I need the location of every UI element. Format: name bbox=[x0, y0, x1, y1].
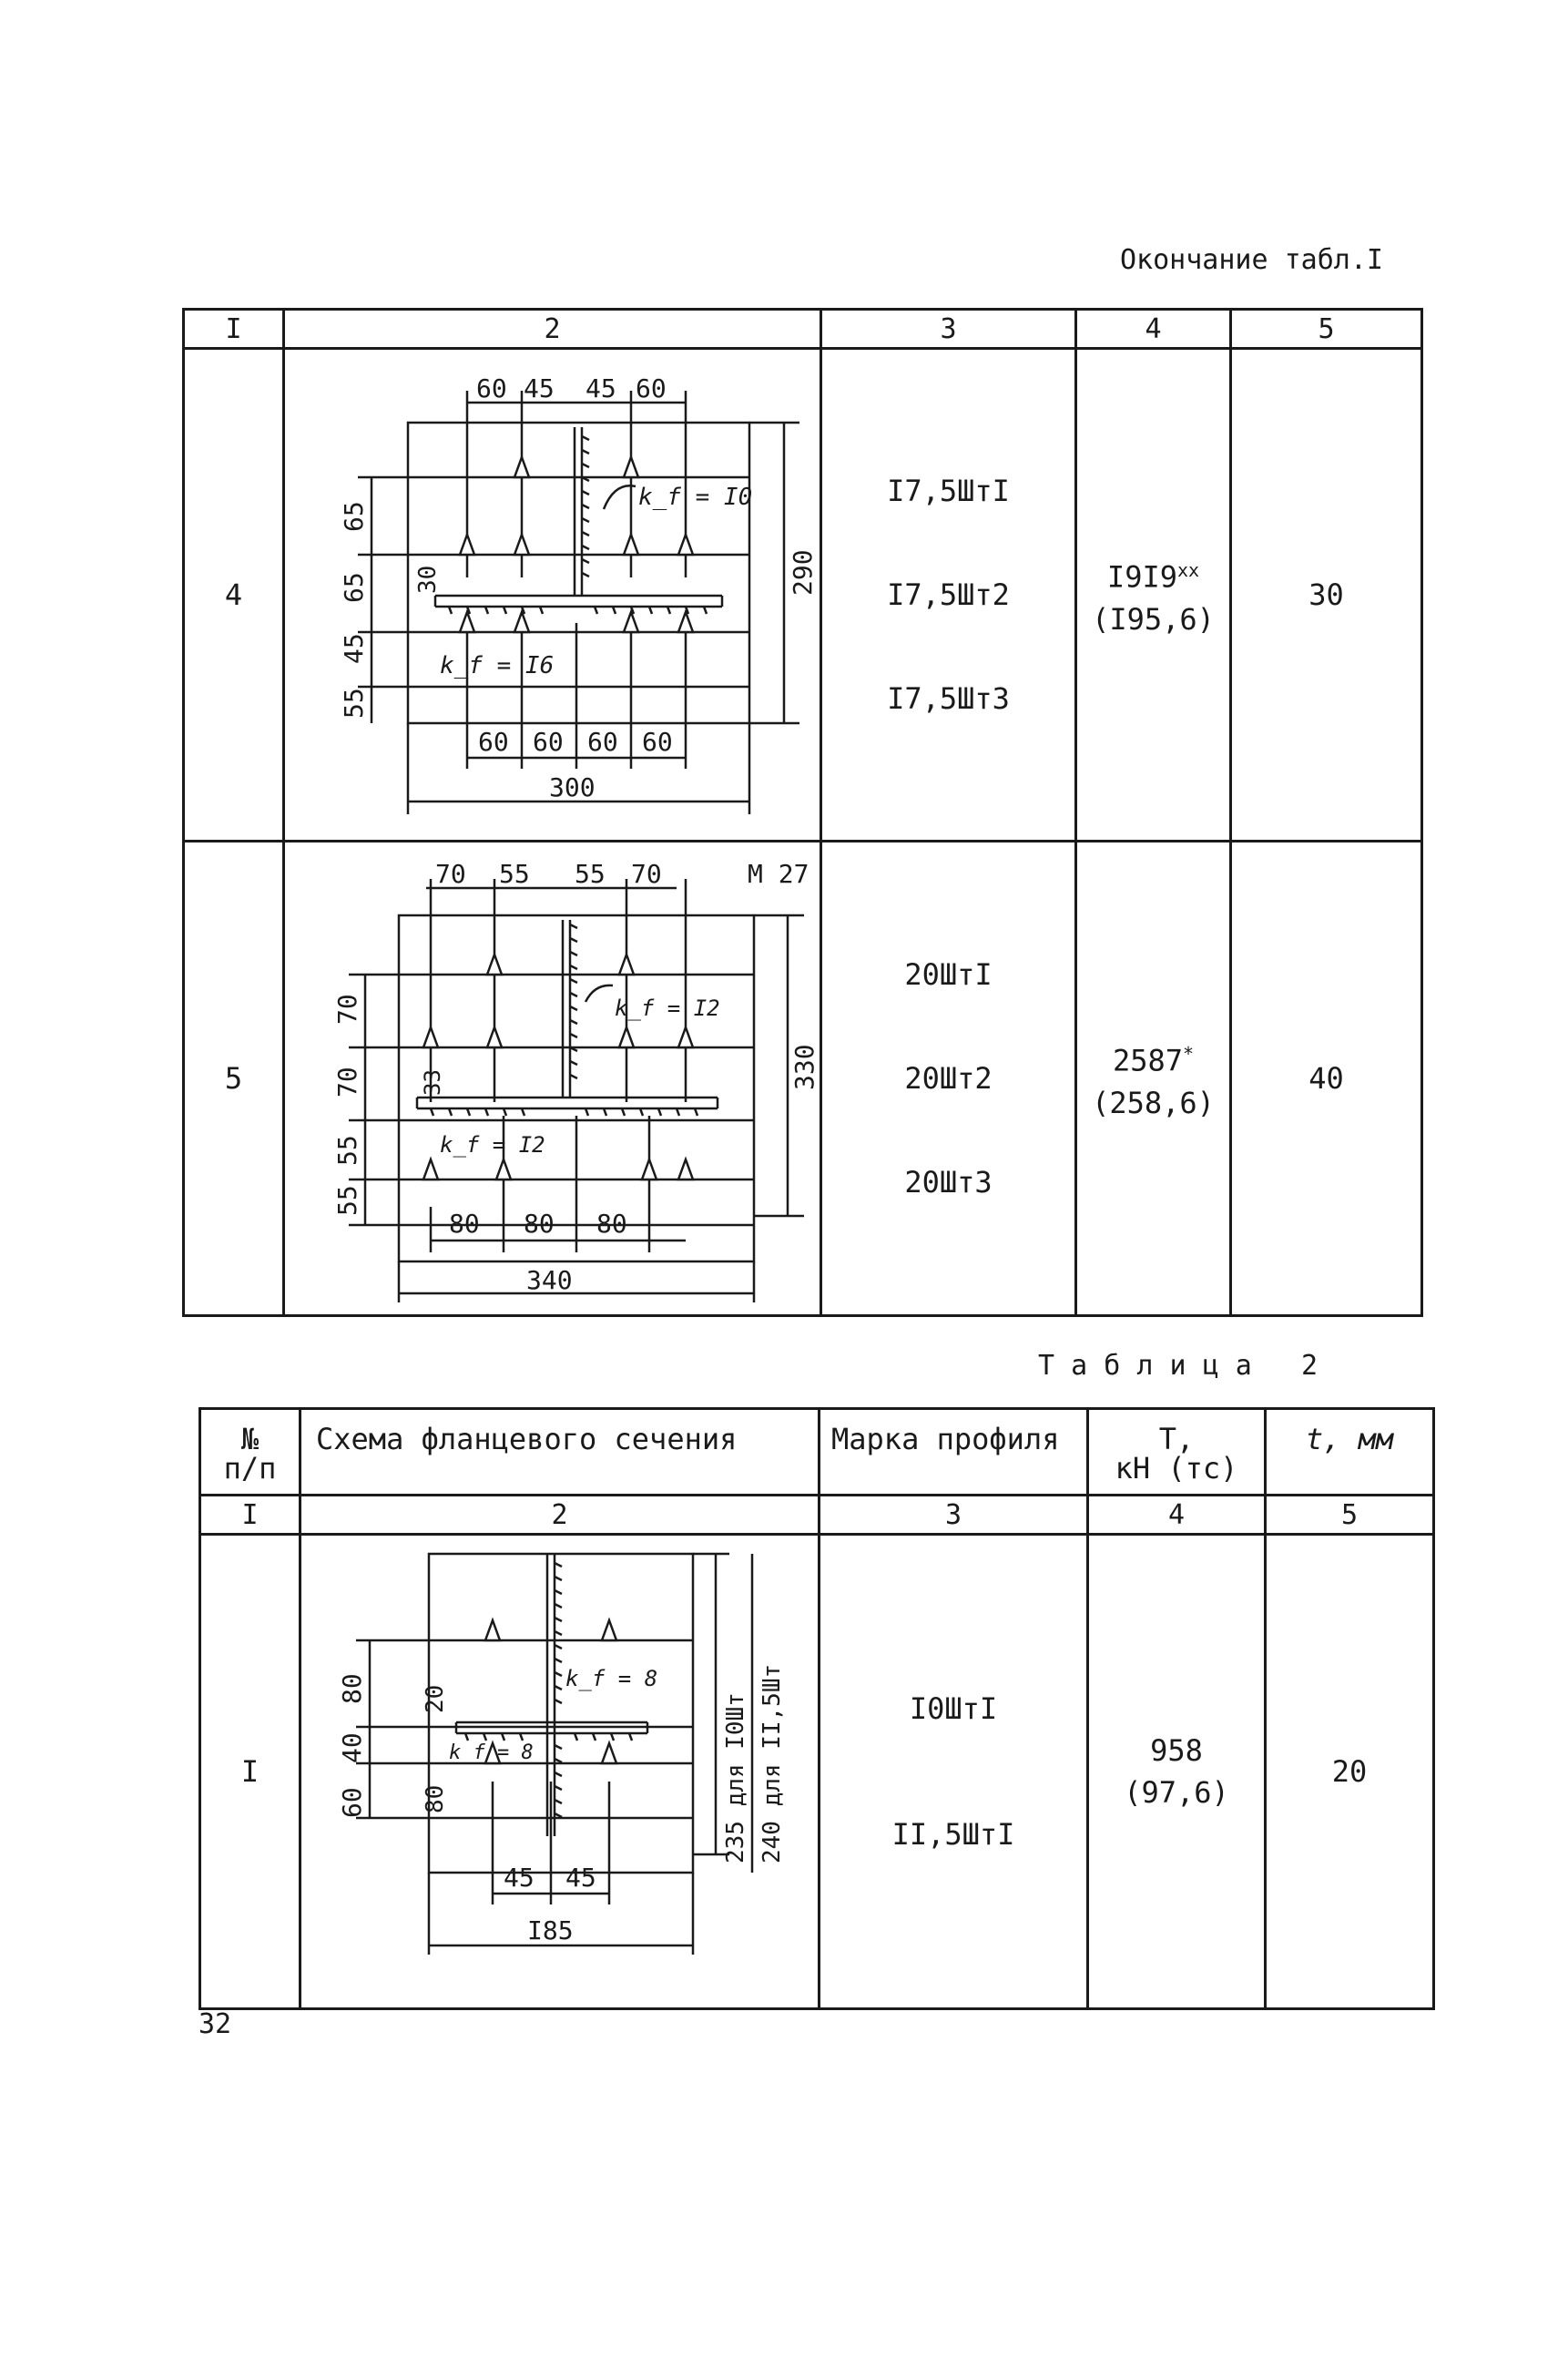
header-profile: Марка профиля bbox=[820, 1409, 1088, 1496]
col-number: 2 bbox=[300, 1496, 820, 1535]
dim-top: 60 bbox=[476, 373, 507, 403]
table2-number-row bbox=[200, 1496, 1434, 1535]
dim-left: 65 bbox=[339, 501, 369, 532]
flange-scheme-drawing bbox=[301, 1536, 820, 2000]
profile-cell bbox=[821, 349, 1076, 842]
dim-left: 70 bbox=[332, 994, 362, 1025]
profile-cell bbox=[820, 1535, 1088, 2009]
dim-top: 70 bbox=[631, 859, 662, 889]
table1 bbox=[182, 308, 1423, 1317]
table-row bbox=[200, 1535, 1434, 2009]
flange-scheme-drawing bbox=[285, 842, 822, 1307]
profile-mark: I7,5Шт2 bbox=[887, 577, 1010, 612]
force-tc-value: (97,6) bbox=[1124, 1775, 1229, 1810]
flange-scheme-drawing bbox=[285, 350, 822, 832]
dim-bottom: 60 bbox=[533, 727, 564, 757]
force-value: 958 bbox=[1150, 1733, 1203, 1768]
header-number: № п/п bbox=[200, 1409, 300, 1496]
force-value: 2587 bbox=[1112, 1043, 1183, 1078]
scheme-cell bbox=[284, 349, 821, 842]
dim-left: 40 bbox=[337, 1732, 367, 1763]
col-number: 4 bbox=[1076, 310, 1231, 349]
force-cell bbox=[1076, 349, 1231, 842]
col-number: 3 bbox=[820, 1496, 1088, 1535]
col-number: 3 bbox=[821, 310, 1076, 349]
dim-inner: 33 bbox=[420, 1069, 445, 1096]
row-index: I bbox=[200, 1535, 300, 2009]
page-number: 32 bbox=[199, 2008, 232, 2040]
dim-total-width: I85 bbox=[527, 1915, 574, 1945]
col-number: 2 bbox=[284, 310, 821, 349]
row-index: 5 bbox=[184, 842, 284, 1316]
dim-bottom: 60 bbox=[642, 727, 673, 757]
footnote-mark: xx bbox=[1176, 559, 1200, 582]
dim-top: 55 bbox=[499, 859, 530, 889]
dim-left: 65 bbox=[339, 572, 369, 603]
dim-left: 70 bbox=[332, 1067, 362, 1098]
profile-cell bbox=[821, 842, 1076, 1316]
scheme-cell bbox=[300, 1535, 820, 2009]
dim-top: 45 bbox=[585, 373, 616, 403]
dim-bottom: 45 bbox=[504, 1863, 535, 1893]
weld-web-label: k_f = I2 bbox=[615, 996, 720, 1021]
dim-bottom: 80 bbox=[449, 1209, 480, 1239]
col-number: I bbox=[200, 1496, 300, 1535]
dim-inner: 20 bbox=[422, 1684, 449, 1713]
thickness-cell: 40 bbox=[1231, 842, 1422, 1316]
weld-flange-label: k_f = I6 bbox=[440, 652, 555, 679]
dim-left: 60 bbox=[337, 1787, 367, 1818]
dim-bottom: 60 bbox=[478, 727, 509, 757]
dim-left: 55 bbox=[339, 688, 369, 719]
header-scheme: Схема фланцевого сечения bbox=[300, 1409, 820, 1496]
dim-top: 55 bbox=[575, 859, 606, 889]
dim-right: 235 для I0Шт bbox=[722, 1692, 749, 1864]
dim-bottom: 45 bbox=[565, 1863, 596, 1893]
profile-mark: I0ШтI bbox=[909, 1691, 998, 1726]
dim-bottom: 80 bbox=[524, 1209, 555, 1239]
table2-header-row bbox=[200, 1409, 1434, 1496]
dim-left: 55 bbox=[332, 1135, 362, 1166]
dim-total-width: 340 bbox=[526, 1265, 573, 1295]
weld-web-label: k_f = 8 bbox=[565, 1666, 658, 1691]
dim-bottom: 60 bbox=[587, 727, 618, 757]
force-tc-value: (I95,6) bbox=[1092, 601, 1215, 637]
dim-top: 60 bbox=[636, 373, 667, 403]
profile-mark: II,5ШтI bbox=[891, 1817, 1015, 1852]
table2-caption: Т а б л и ц а 2 bbox=[1038, 1350, 1319, 1382]
table-row bbox=[184, 349, 1422, 842]
dim-right: 330 bbox=[789, 1044, 820, 1090]
profile-mark: 20Шт2 bbox=[904, 1061, 993, 1096]
table2 bbox=[199, 1407, 1435, 2010]
dim-bottom: 80 bbox=[596, 1209, 627, 1239]
table1-number-row bbox=[184, 310, 1422, 349]
thickness-cell: 20 bbox=[1266, 1535, 1434, 2009]
footnote-mark: * bbox=[1183, 1043, 1195, 1066]
force-value: I9I9 bbox=[1106, 559, 1177, 595]
thickness-cell: 30 bbox=[1231, 349, 1422, 842]
force-cell bbox=[1088, 1535, 1266, 2009]
dim-total-width: 300 bbox=[549, 772, 596, 802]
dim-right: 240 для II,5Шт bbox=[759, 1663, 786, 1864]
table-row bbox=[184, 842, 1422, 1316]
profile-mark: I7,5Шт3 bbox=[887, 681, 1010, 716]
weld-flange-label: k_f = 8 bbox=[449, 1741, 534, 1764]
dim-top: 70 bbox=[435, 859, 466, 889]
weld-web-label: k_f = I0 bbox=[638, 484, 753, 511]
dim-top: 45 bbox=[524, 373, 555, 403]
dim-inner: 80 bbox=[422, 1784, 449, 1813]
row-index: 4 bbox=[184, 349, 284, 842]
dim-left: 45 bbox=[339, 633, 369, 664]
profile-mark: 20ШтI bbox=[904, 957, 993, 992]
col-number: I bbox=[184, 310, 284, 349]
dim-left: 80 bbox=[337, 1673, 367, 1704]
col-number: 4 bbox=[1088, 1496, 1266, 1535]
table1-caption: Окончание табл.I bbox=[1120, 244, 1383, 276]
profile-mark: I7,5ШтI bbox=[887, 474, 1010, 508]
force-cell bbox=[1076, 842, 1231, 1316]
force-tc-value: (258,6) bbox=[1092, 1085, 1215, 1120]
weld-flange-label: k_f = I2 bbox=[440, 1132, 545, 1158]
dim-inner: 30 bbox=[414, 565, 442, 594]
scheme-cell bbox=[284, 842, 821, 1316]
header-thickness: t, мм bbox=[1266, 1409, 1434, 1496]
profile-mark: 20Шт3 bbox=[904, 1165, 993, 1200]
col-number: 5 bbox=[1231, 310, 1422, 349]
col-number: 5 bbox=[1266, 1496, 1434, 1535]
dim-left: 55 bbox=[332, 1185, 362, 1216]
header-force: Т, кН (тс) bbox=[1088, 1409, 1266, 1496]
dim-right: 290 bbox=[788, 549, 818, 596]
bolt-label: М 27 bbox=[748, 859, 809, 889]
